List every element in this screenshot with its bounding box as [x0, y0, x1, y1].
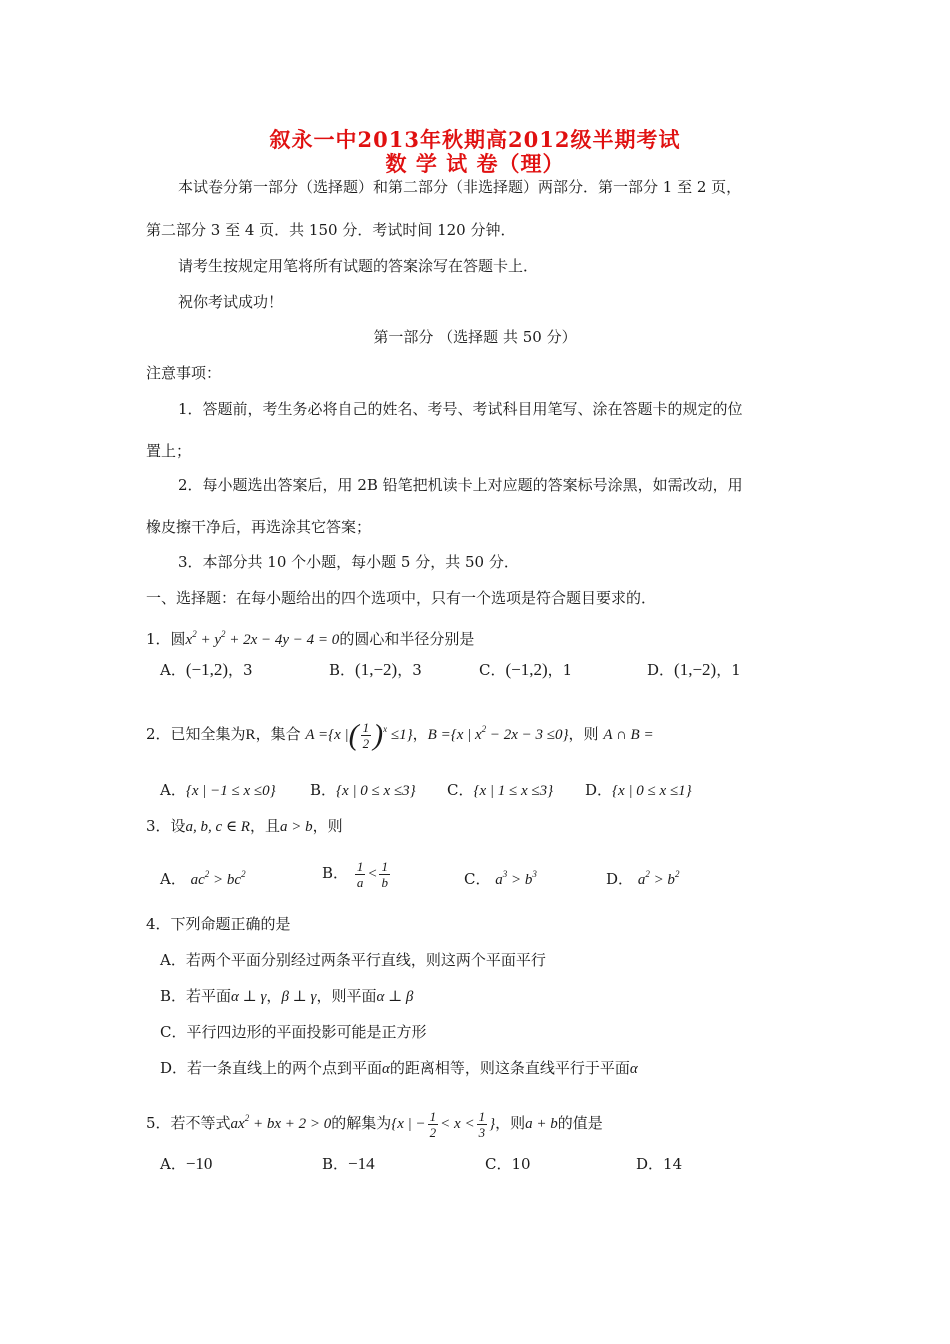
part1-heading: 第一部分 （选择题 共 50 分） — [373, 328, 577, 346]
q5-option-b: B．−14 — [322, 1154, 375, 1173]
q5-a-value: −10 — [185, 1154, 213, 1173]
wish-line: 祝你考试成功！ — [178, 293, 284, 311]
q5-inequality: $ax^2$ + bx + 2 > 0 — [230, 1113, 332, 1132]
q3-option-a: A． $ac^2 > bc^2$ — [160, 869, 246, 888]
q3-d-value: $a^2 > b^2$ — [637, 869, 680, 888]
q1-d-value: (1,−2) — [674, 660, 717, 679]
notes-label: 注意事项： — [146, 364, 222, 382]
note-1-line-1: 1．答题前，考生务必将自己的姓名、考号、考试科目用笔写、涂在答题卡的规定的位 — [178, 400, 743, 418]
q1-c-radius: ，1 — [547, 661, 573, 679]
q1-option-c: C．(−1,2)，1 — [479, 660, 573, 679]
q3-option-c: C． $a^3 > b^3$ — [464, 869, 537, 888]
intro-line-1: 本试卷分第一部分（选择题）和第二部分（非选择题）两部分．第一部分 1 至 2 页， — [178, 178, 742, 196]
exam-subtitle: 数 学 试 卷（理） — [385, 151, 565, 176]
question-2-stem: 2．已知全集为R，集合 A ={x |( $\frac{1}{2}$ )$^x$ ≤1}，B ={x | $x^2 - 2x - 3 \le 0$}，则 A ∩ B = — [146, 718, 654, 752]
q2-option-d: D．{x | 0 ≤ x ≤1} — [585, 781, 692, 799]
q1-a-value: (−1,2) — [185, 660, 229, 679]
q1-option-d: D．(1,−2)，1 — [647, 660, 741, 679]
q3-option-d: D． $a^2 > b^2$ — [606, 869, 680, 888]
q2-b-value: {x | 0 ≤ x ≤3} — [336, 783, 416, 799]
q2-text: ，集合 — [255, 725, 301, 743]
q1-option-a: A．(−1,2)，3 — [160, 660, 253, 679]
q5-b-value: −14 — [348, 1154, 375, 1173]
q2-a-value: {x | −1 ≤ x ≤0} — [185, 783, 276, 799]
question-1-stem — [146, 624, 474, 650]
q3-text: ，且 — [249, 817, 280, 835]
section-1-heading: 一、选择题：在每小题给出的四个选项中，只有一个选项是符合题目要求的． — [146, 589, 657, 607]
intro-line-2: 第二部分 3 至 4 页．共 150 分．考试时间 120 分钟． — [146, 221, 516, 239]
q4-option-d: D．若一条直线上的两个点到平面α的距离相等，则这条直线平行于平面α — [160, 1059, 638, 1077]
q2-intersection: A ∩ B = — [603, 727, 654, 743]
q1-d-radius: ，1 — [716, 661, 741, 679]
q4-option-c: C．平行四边形的平面投影可能是正方形 — [160, 1023, 427, 1041]
q1-b-radius: ，3 — [397, 661, 422, 679]
q5-number: 5．若不等式 — [146, 1114, 231, 1132]
q4-b-expr-1: α ⊥ γ — [231, 989, 267, 1005]
q4-b-expr-3: α ⊥ β — [376, 989, 414, 1005]
q3-c-value: $a^3 > b^3$ — [495, 869, 537, 888]
q1-c-value: (−1,2) — [505, 660, 548, 679]
q4-option-b: B．若平面α ⊥ γ，β ⊥ γ，则平面α ⊥ β — [160, 987, 414, 1005]
q3-number: 3．设 — [146, 817, 186, 835]
q3-a-value: $ac^2 > bc^2$ — [190, 869, 246, 888]
q3-text-then: ，则 — [312, 817, 343, 835]
q2-set-b: B ={x | $x^2 - 2x - 3 \le 0$} — [427, 724, 569, 743]
q4-d-alpha-2: α — [629, 1061, 638, 1077]
q5-expr: a + b — [525, 1116, 558, 1132]
q1-b-value: (1,−2) — [355, 660, 398, 679]
q5-option-a: A．−10 — [160, 1154, 213, 1173]
q5-tail: 的值是 — [557, 1114, 603, 1132]
note-1-line-2: 置上； — [146, 442, 192, 460]
q5-text-then: ，则 — [495, 1114, 526, 1132]
q4-d-alpha-1: α — [382, 1061, 390, 1077]
question-4-stem: 4．下列命题正确的是 — [146, 915, 291, 933]
note-3: 3．本部分共 10 个小题，每小题 5 分，共 50 分． — [178, 553, 519, 571]
q1-a-radius: ，3 — [228, 661, 253, 679]
q3-condition: a > b — [280, 819, 313, 835]
q1-tail: 的圆心和半径分别是 — [339, 630, 475, 648]
q4-b-expr-2: β ⊥ γ — [281, 989, 317, 1005]
q2-d-value: {x | 0 ≤ x ≤1} — [612, 783, 692, 799]
q3-vars: a, b, c ∈ R — [185, 819, 250, 835]
q3-option-b: B． $\frac{1}{a}$ < $\frac{1}{b}$ — [322, 856, 392, 891]
q2-set-a: A ={x |( $\frac{1}{2}$ )$^x$ ≤1} — [305, 718, 413, 752]
q1-equation: $x^2 + y^2 + 2x - 4y - 4 = 0$ — [185, 629, 340, 648]
q1-number: 1．圆 — [146, 630, 186, 648]
note-2-line-1: 2．每小题选出答案后，用 2B 铅笔把机读卡上对应题的答案标号涂黑，如需改动，用 — [178, 476, 743, 494]
q1-option-b: B．(1,−2)，3 — [329, 660, 422, 679]
exam-title: 叙永一中2013年秋期高2012级半期考试 — [269, 127, 681, 152]
q2-number: 2．已知全集为 — [146, 725, 246, 743]
q2-option-c: C．{x | 1 ≤ x ≤3} — [447, 781, 554, 799]
q2-universal-set: R — [245, 727, 256, 743]
q5-text: 的解集为 — [331, 1114, 392, 1132]
q2-c-value: {x | 1 ≤ x ≤3} — [473, 783, 554, 799]
q2-option-a: A．{x | −1 ≤ x ≤0} — [160, 781, 276, 799]
q3-b-value: $\frac{1}{a}$ < $\frac{1}{b}$ — [356, 859, 388, 891]
q4-option-a: A．若两个平面分别经过两条平行直线，则这两个平面平行 — [160, 951, 546, 969]
q2-option-b: B．{x | 0 ≤ x ≤3} — [310, 781, 416, 799]
question-3-stem — [146, 816, 343, 837]
q5-option-d: D．14 — [636, 1155, 683, 1173]
instruction-line: 请考生按规定用笔将所有试题的答案涂写在答题卡上． — [178, 257, 539, 275]
question-5-stem — [146, 1100, 603, 1142]
q5-solution-set: {x | − $\frac{1}{2}$ < x < $\frac{1}{3}$ } — [391, 1109, 496, 1141]
note-2-line-2: 橡皮擦干净后，再选涂其它答案； — [146, 518, 372, 536]
q5-option-c: C．10 — [485, 1155, 531, 1173]
